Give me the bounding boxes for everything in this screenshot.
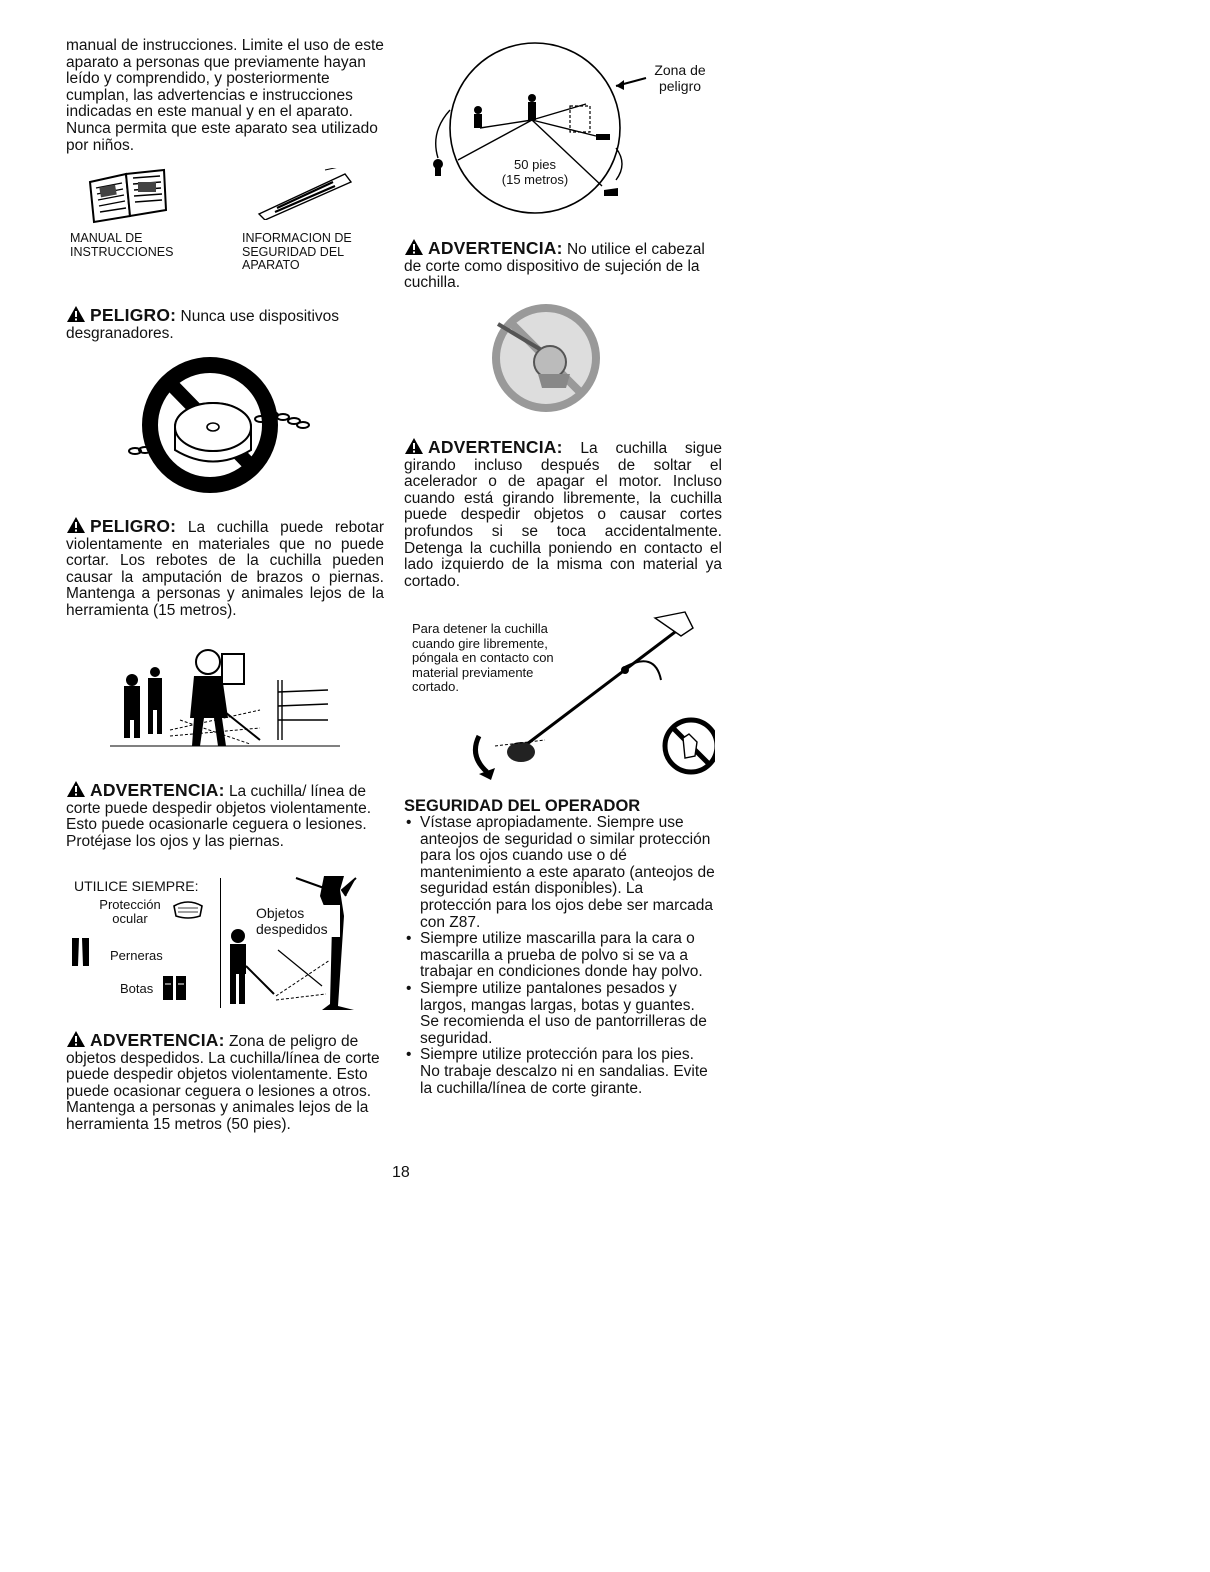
thrown-objects-illustration bbox=[226, 876, 376, 1012]
peligro-2 bbox=[66, 516, 384, 620]
boots-icon bbox=[162, 974, 188, 1002]
peligro-2-head: PELIGRO: bbox=[90, 516, 177, 536]
trimmer-caption: Para detener la cuchilla cuando gire libremente, póngala en contacto con material previamente cortado. bbox=[412, 622, 572, 695]
intro-paragraph: manual de instrucciones. Limite el uso de este aparato a personas que previamente hayan leído y comprendido, y posteriormente cumplan, las advertencias e instrucciones indicadas en este manual y en el aparato. Nunca permita que este aparato sea utilizado por niños. bbox=[66, 37, 384, 154]
warning-triangle-icon bbox=[404, 437, 424, 455]
page-number: 18 bbox=[392, 1164, 410, 1181]
distance-metros: (15 metros) bbox=[501, 172, 569, 187]
advertencia-1-body: La cuchilla/ línea de corte puede despedir objetos violentamente. Esto puede ocasionarle ceguera o lesiones. Protéjase los ojos y las piernas. bbox=[66, 783, 372, 850]
seguridad-operador-list bbox=[404, 815, 716, 1097]
leg-guards-icon bbox=[70, 938, 92, 966]
advertencia-4-head: ADVERTENCIA: bbox=[428, 437, 563, 457]
warning-triangle-icon bbox=[404, 238, 424, 256]
advertencia-1-head: ADVERTENCIA: bbox=[90, 780, 225, 800]
manual-label: MANUAL DE INSTRUCCIONES bbox=[70, 231, 174, 259]
manual-book-icon bbox=[86, 168, 170, 224]
decal-label: INFORMACION DE SEGURIDAD DEL APARATO bbox=[242, 231, 352, 272]
danger-zone-diagram bbox=[420, 40, 650, 220]
advertencia-3-head: ADVERTENCIA: bbox=[428, 238, 563, 258]
warning-triangle-icon bbox=[66, 780, 86, 798]
proteccion-label: Protección ocular bbox=[99, 897, 161, 926]
peligro-1 bbox=[66, 305, 384, 342]
advertencia-3 bbox=[404, 238, 722, 292]
objetos-label: Objetos despedidos bbox=[256, 905, 340, 937]
list-item: • Siempre utilize protección para los pies. No trabaje descalzo ni en sandalias. Evite la cuchilla/línea de corte girante. bbox=[404, 1047, 716, 1097]
no-chain-prohibition-icon bbox=[125, 355, 315, 495]
peligro-1-head: PELIGRO: bbox=[90, 305, 177, 325]
goggles-icon bbox=[172, 898, 204, 920]
utilice-label: UTILICE SIEMPRE: bbox=[74, 878, 199, 894]
botas-label: Botas bbox=[120, 981, 154, 996]
advertencia-4 bbox=[404, 437, 722, 590]
zona-peligro-label: Zona de peligro bbox=[654, 62, 706, 94]
list-item: • Siempre utilize mascarilla para la cara o mascarilla a prueba de polvo si se va a trabajar en condiciones donde hay polvo. bbox=[404, 931, 716, 981]
blade-kickback-illustration bbox=[110, 640, 340, 752]
no-cutting-head-prohibition-icon bbox=[490, 302, 602, 414]
advertencia-1 bbox=[66, 780, 384, 850]
peligro-2-body: La cuchilla puede rebotar violentamente en materiales que no puede cortar. Los rebotes de la cuchilla pueden causar la amputación de brazos o piernas. Mantenga a personas y animales lejos de la herramienta (15 metros). bbox=[66, 519, 384, 619]
warning-triangle-icon bbox=[66, 516, 86, 534]
ppe-box bbox=[70, 878, 221, 1008]
advertencia-2 bbox=[66, 1030, 384, 1134]
advertencia-2-body: Zona de peligro de objetos despedidos. La cuchilla/línea de corte puede despedir objetos violentamente. Esto puede ocasionar ceguera o lesiones a otros. Mantenga a personas y animales lejos de la herramienta 15 metros (50 pies). bbox=[66, 1033, 380, 1133]
advertencia-4-body: La cuchilla sigue girando incluso después de soltar el acelerador o de apagar el motor. Incluso cuando está girando libremente, la cuchilla puede despedir objetos o causar cortes profundos si se toca accidentalmente. Detenga la cuchilla poniendo en contacto el lado izquierdo de la misma con material ya cortado. bbox=[404, 440, 722, 590]
seguridad-operador-title: SEGURIDAD DEL OPERADOR bbox=[404, 797, 641, 815]
warning-triangle-icon bbox=[66, 1030, 86, 1048]
list-item: • Vístase apropiadamente. Siempre use anteojos de seguridad o similar protección para los ojos cuando use o dé mantenimiento a este aparato (anteojos de seguridad están disponibles). La protección para los ojos debe ser marcada con Z87. bbox=[404, 815, 716, 931]
peligro-1-body: Nunca use dispositivos desgranadores. bbox=[66, 308, 340, 342]
list-item: • Siempre utilize pantalones pesados y largos, mangas largas, botas y guantes. Se recomienda el uso de pantorrilleras de seguridad. bbox=[404, 981, 716, 1047]
advertencia-3-body: No utilice el cabezal de corte como dispositivo de sujeción de la cuchilla. bbox=[404, 241, 705, 292]
distance-pies: 50 pies bbox=[514, 157, 556, 172]
safety-decal-icon bbox=[255, 168, 355, 220]
perneras-label: Perneras bbox=[110, 948, 163, 963]
warning-triangle-icon bbox=[66, 305, 86, 323]
advertencia-2-head: ADVERTENCIA: bbox=[90, 1030, 225, 1050]
